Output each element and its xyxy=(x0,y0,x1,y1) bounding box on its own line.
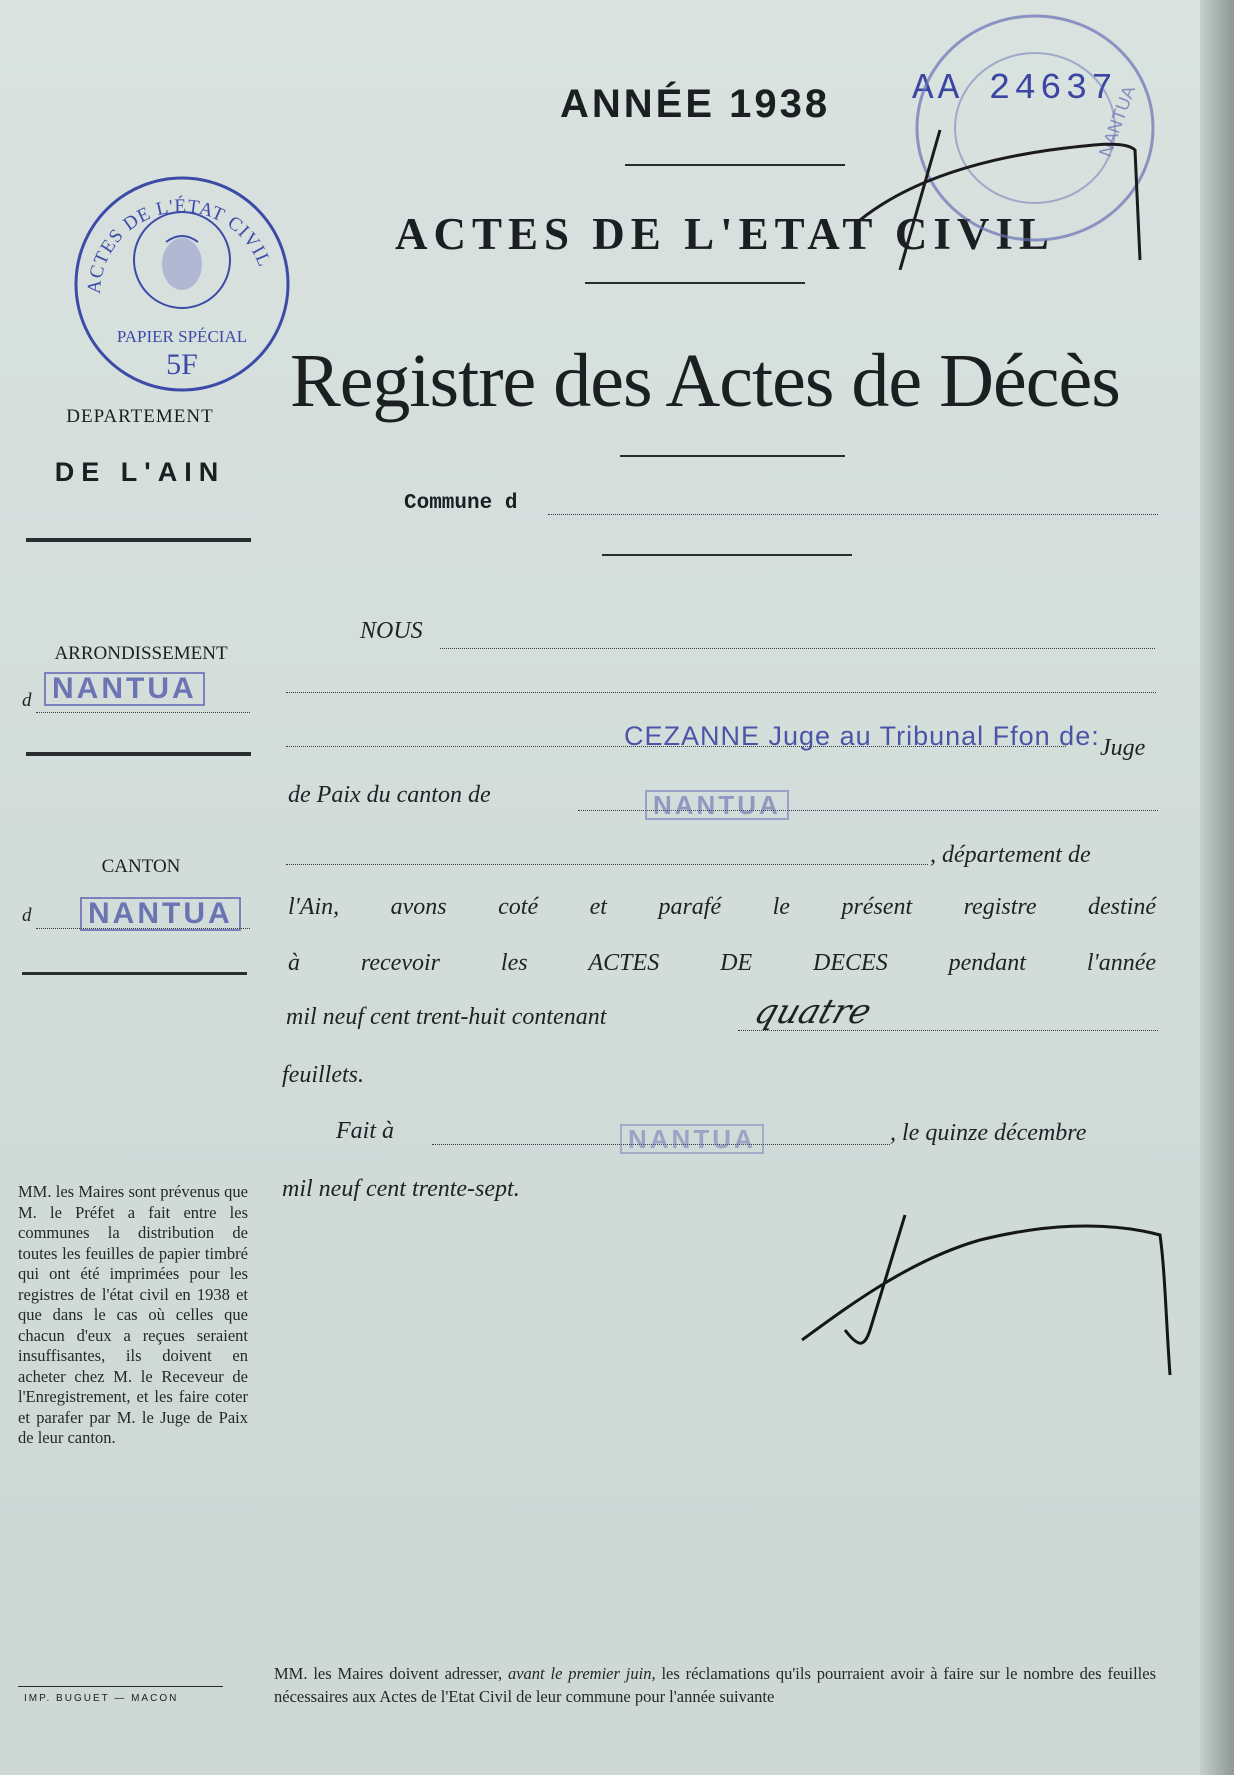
canton-line xyxy=(36,928,250,929)
series-number: AA 24637 xyxy=(912,68,1117,109)
fiscal-stamp-price: 5F xyxy=(166,348,198,381)
canton-line-label: de Paix du canton de xyxy=(288,782,491,808)
feuillets-label: feuillets. xyxy=(282,1062,364,1088)
word: l'Ain, xyxy=(288,894,340,920)
round-stamp-text: NANTUA xyxy=(1094,82,1140,160)
fait-label: Fait à xyxy=(336,1118,394,1144)
top-signature xyxy=(830,120,1160,270)
word: coté xyxy=(498,894,539,920)
printer-rule xyxy=(18,1686,223,1687)
commune-rule xyxy=(602,554,852,556)
fiscal-stamp-ring-text: ACTES DE L'ÉTAT CIVIL xyxy=(83,195,275,295)
word: registre xyxy=(963,894,1037,920)
word: DE xyxy=(720,950,753,976)
commune-field xyxy=(548,514,1158,515)
word: parafé xyxy=(658,894,722,920)
canton-label: CANTON xyxy=(101,856,181,877)
arrondissement-line xyxy=(36,712,250,713)
arrondissement-prefix: d xyxy=(22,690,32,711)
arrondissement-label: ARRONDISSEMENT xyxy=(54,643,228,664)
fiscal-stamp xyxy=(70,172,290,398)
judge-word: Juge xyxy=(1100,735,1146,761)
line-recevoir xyxy=(288,950,1156,977)
department-field xyxy=(286,864,928,865)
year-heading: ANNÉE 1938 xyxy=(560,82,831,126)
fiscal-stamp-paper-label: PAPIER SPÉCIAL xyxy=(116,327,248,346)
word: recevoir xyxy=(360,950,440,976)
canton-stamp: NANTUA xyxy=(80,897,241,931)
word: le xyxy=(772,894,790,920)
date-suffix: , le quinze décembre xyxy=(890,1120,1087,1146)
year-underline xyxy=(625,164,845,166)
title-underline xyxy=(620,455,845,457)
form-canton-stamp: NANTUA xyxy=(645,790,789,820)
arrondissement-stamp: NANTUA xyxy=(44,672,205,706)
year-line: mil neuf cent trente-sept. xyxy=(282,1176,520,1202)
word: présent xyxy=(841,894,913,920)
page-edge xyxy=(1200,0,1234,1775)
judge-typed-name: CEZANNE Juge au Tribunal Ffon de: xyxy=(624,721,1100,751)
word: l'année xyxy=(1086,950,1156,976)
judge-signature xyxy=(790,1210,1180,1385)
mayors-notice: MM. les Maires sont prévenus que M. le Préfet a fait entre les communes la distribution de toutes les feuilles de papier timbré qui ont été imprimées pour les registres de l'état civil en 1938 et que dans le cas où celles que chacun d'eux a reçues seraient insuffisantes, ils doivent en acheter chez M. le Receveur de l'Enregistrement, et les faire coter et parafer par M. le Juge de Paix de leur canton. xyxy=(18,1182,248,1447)
word: destiné xyxy=(1088,894,1156,920)
footer-emphasis: avant le premier juin, xyxy=(507,1664,656,1683)
word: pendant xyxy=(948,950,1026,976)
register-title: Registre des Actes de Décès xyxy=(290,339,1120,423)
footer-rest: les réclamations qu'ils pourraient avoir à faire sur le nombre des feuilles nécessaires aux Actes de l'Etat Civil de leur commune pour l'année suivante xyxy=(274,1664,1157,1706)
commune-label: Commune d xyxy=(404,492,518,515)
word: les xyxy=(500,950,528,976)
word: DECES xyxy=(813,950,888,976)
footer-lead: MM. les Maires doivent adresser, xyxy=(274,1664,503,1683)
handwritten-count: quatre xyxy=(749,992,877,1032)
word: à xyxy=(288,950,300,976)
arrondissement-rule xyxy=(26,752,251,756)
fait-stamp: NANTUA xyxy=(620,1124,764,1154)
nous-label: NOUS xyxy=(360,618,423,644)
department-label: DEPARTEMENT xyxy=(66,406,214,427)
word: et xyxy=(589,894,607,920)
printer-imprint: IMP. BUGUET — MACON xyxy=(24,1693,179,1704)
department-suffix: , département de xyxy=(930,842,1091,868)
section-underline xyxy=(585,282,805,284)
contenant-label: mil neuf cent trent-huit contenant xyxy=(286,1004,607,1030)
word: ACTES xyxy=(588,950,660,976)
department-rule xyxy=(26,538,251,542)
line-ain xyxy=(288,894,1156,921)
canton-prefix: d xyxy=(22,905,32,926)
department-name: DE L'AIN xyxy=(54,457,226,487)
footer-notice xyxy=(274,1662,1156,1708)
nous-field xyxy=(440,648,1155,649)
canton-rule xyxy=(22,972,247,975)
word: avons xyxy=(390,894,447,920)
nous-field-2 xyxy=(286,692,1156,693)
section-title: ACTES DE L'ETAT CIVIL xyxy=(395,209,1055,259)
